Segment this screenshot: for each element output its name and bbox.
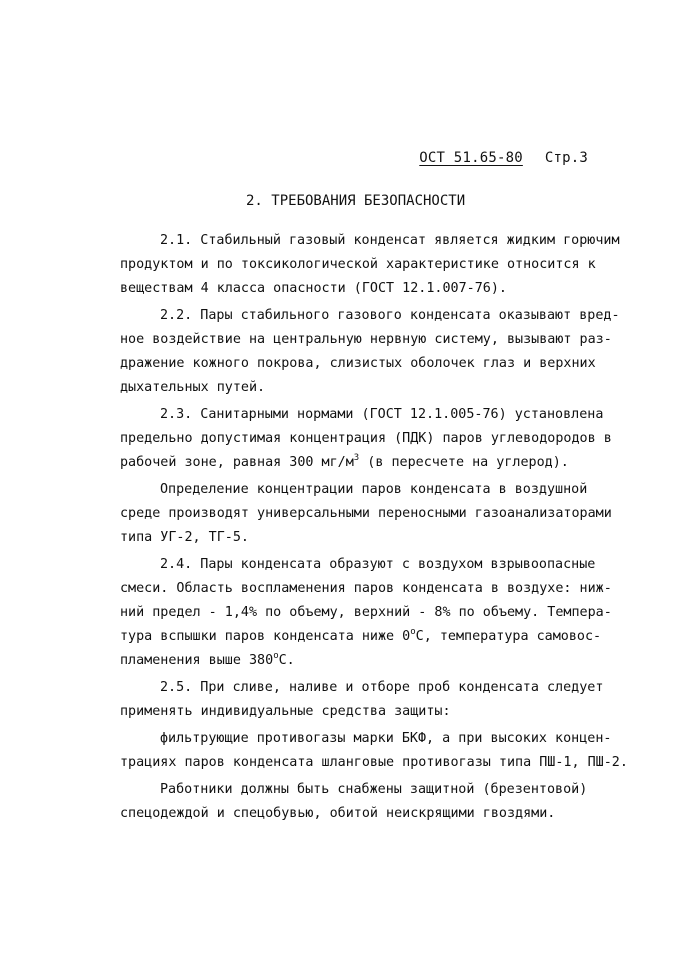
- text-line: предельно допустимая концентрация (ПДК) паров углеводородов в: [120, 431, 612, 446]
- text-fragment: (в пересчете на углерод).: [359, 455, 569, 470]
- text-line: фильтрующие противогазы марки БКФ, а при высоких концен-: [160, 731, 612, 746]
- text-line: [120, 451, 590, 475]
- paragraph-2-1: [120, 229, 620, 301]
- text-fragment: С.: [278, 653, 295, 668]
- text-line: дражение кожного покрова, слизистых оболочек глаз и верхних: [120, 356, 596, 371]
- superscript: о: [410, 627, 416, 637]
- paragraph-2-2: [120, 304, 620, 400]
- text-line: 2.4. Пары конденсата образуют с воздухом взрывоопасные: [160, 557, 596, 572]
- text-line: дыхательных путей.: [120, 380, 266, 395]
- paragraph-2-3: [120, 403, 612, 475]
- text-line: продуктом и по токсикологической характеристике относится к: [120, 257, 596, 272]
- paragraph-2-5-equipment: [120, 727, 628, 775]
- text-fragment: тура вспышки паров конденсата ниже 0: [120, 629, 411, 644]
- text-fragment: С, температура самовос-: [415, 629, 602, 644]
- section-title: 2. ТРЕБОВАНИЯ БЕЗОПАСНОСТИ: [246, 193, 466, 209]
- page-number: Стр.3: [544, 150, 588, 166]
- text-line: 2.2. Пары стабильного газового конденсата оказывают вред-: [160, 308, 620, 323]
- paragraph-2-5-clothing: [120, 778, 590, 826]
- text-line: ний предел - 1,4% по объему, верхний - 8% по объему. Темпера-: [120, 605, 612, 620]
- text-line: трациях паров конденсата шланговые противогазы типа ПШ-1, ПШ-2.: [120, 755, 628, 770]
- text-fragment: рабочей зоне, равная 300 мг/м: [120, 455, 354, 470]
- text-line: ное воздействие на центральную нервную систему, вызывают раз-: [120, 332, 612, 347]
- text-line: [120, 649, 590, 673]
- page-header: [419, 150, 588, 166]
- paragraph-2-3-measurement: [120, 478, 612, 550]
- text-line: 2.3. Санитарными нормами (ГОСТ 12.1.005-76) установлена: [160, 407, 604, 422]
- document-body: [120, 229, 628, 826]
- text-line: веществам 4 класса опасности (ГОСТ 12.1.007-76).: [120, 281, 507, 296]
- text-line: 2.5. При сливе, наливе и отборе проб конденсата следует: [160, 680, 604, 695]
- text-line: спецодеждой и спецобувью, обитой неискрящими гвоздями.: [120, 806, 556, 821]
- document-code: ОСТ 51.65-80: [419, 150, 523, 166]
- text-line: Определение концентрации паров конденсата в воздушной: [160, 482, 588, 497]
- text-line: среде производят универсальными переносными газоанализаторами: [120, 506, 612, 521]
- text-line: смеси. Область воспламенения паров конденсата в воздухе: ниж-: [120, 581, 612, 596]
- paragraph-2-4: [120, 553, 612, 673]
- superscript: 3: [353, 453, 360, 463]
- text-line: Работники должны быть снабжены защитной (брезентовой): [160, 782, 588, 797]
- text-fragment: пламенения выше 380: [120, 653, 274, 668]
- superscript: о: [273, 651, 279, 661]
- text-line: 2.1. Стабильный газовый конденсат является жидким горючим: [160, 233, 620, 248]
- text-line: применять индивидуальные средства защиты:: [120, 704, 451, 719]
- text-line: типа УГ-2, ТГ-5.: [120, 530, 249, 545]
- paragraph-2-5: [120, 676, 604, 724]
- text-line: [120, 625, 602, 649]
